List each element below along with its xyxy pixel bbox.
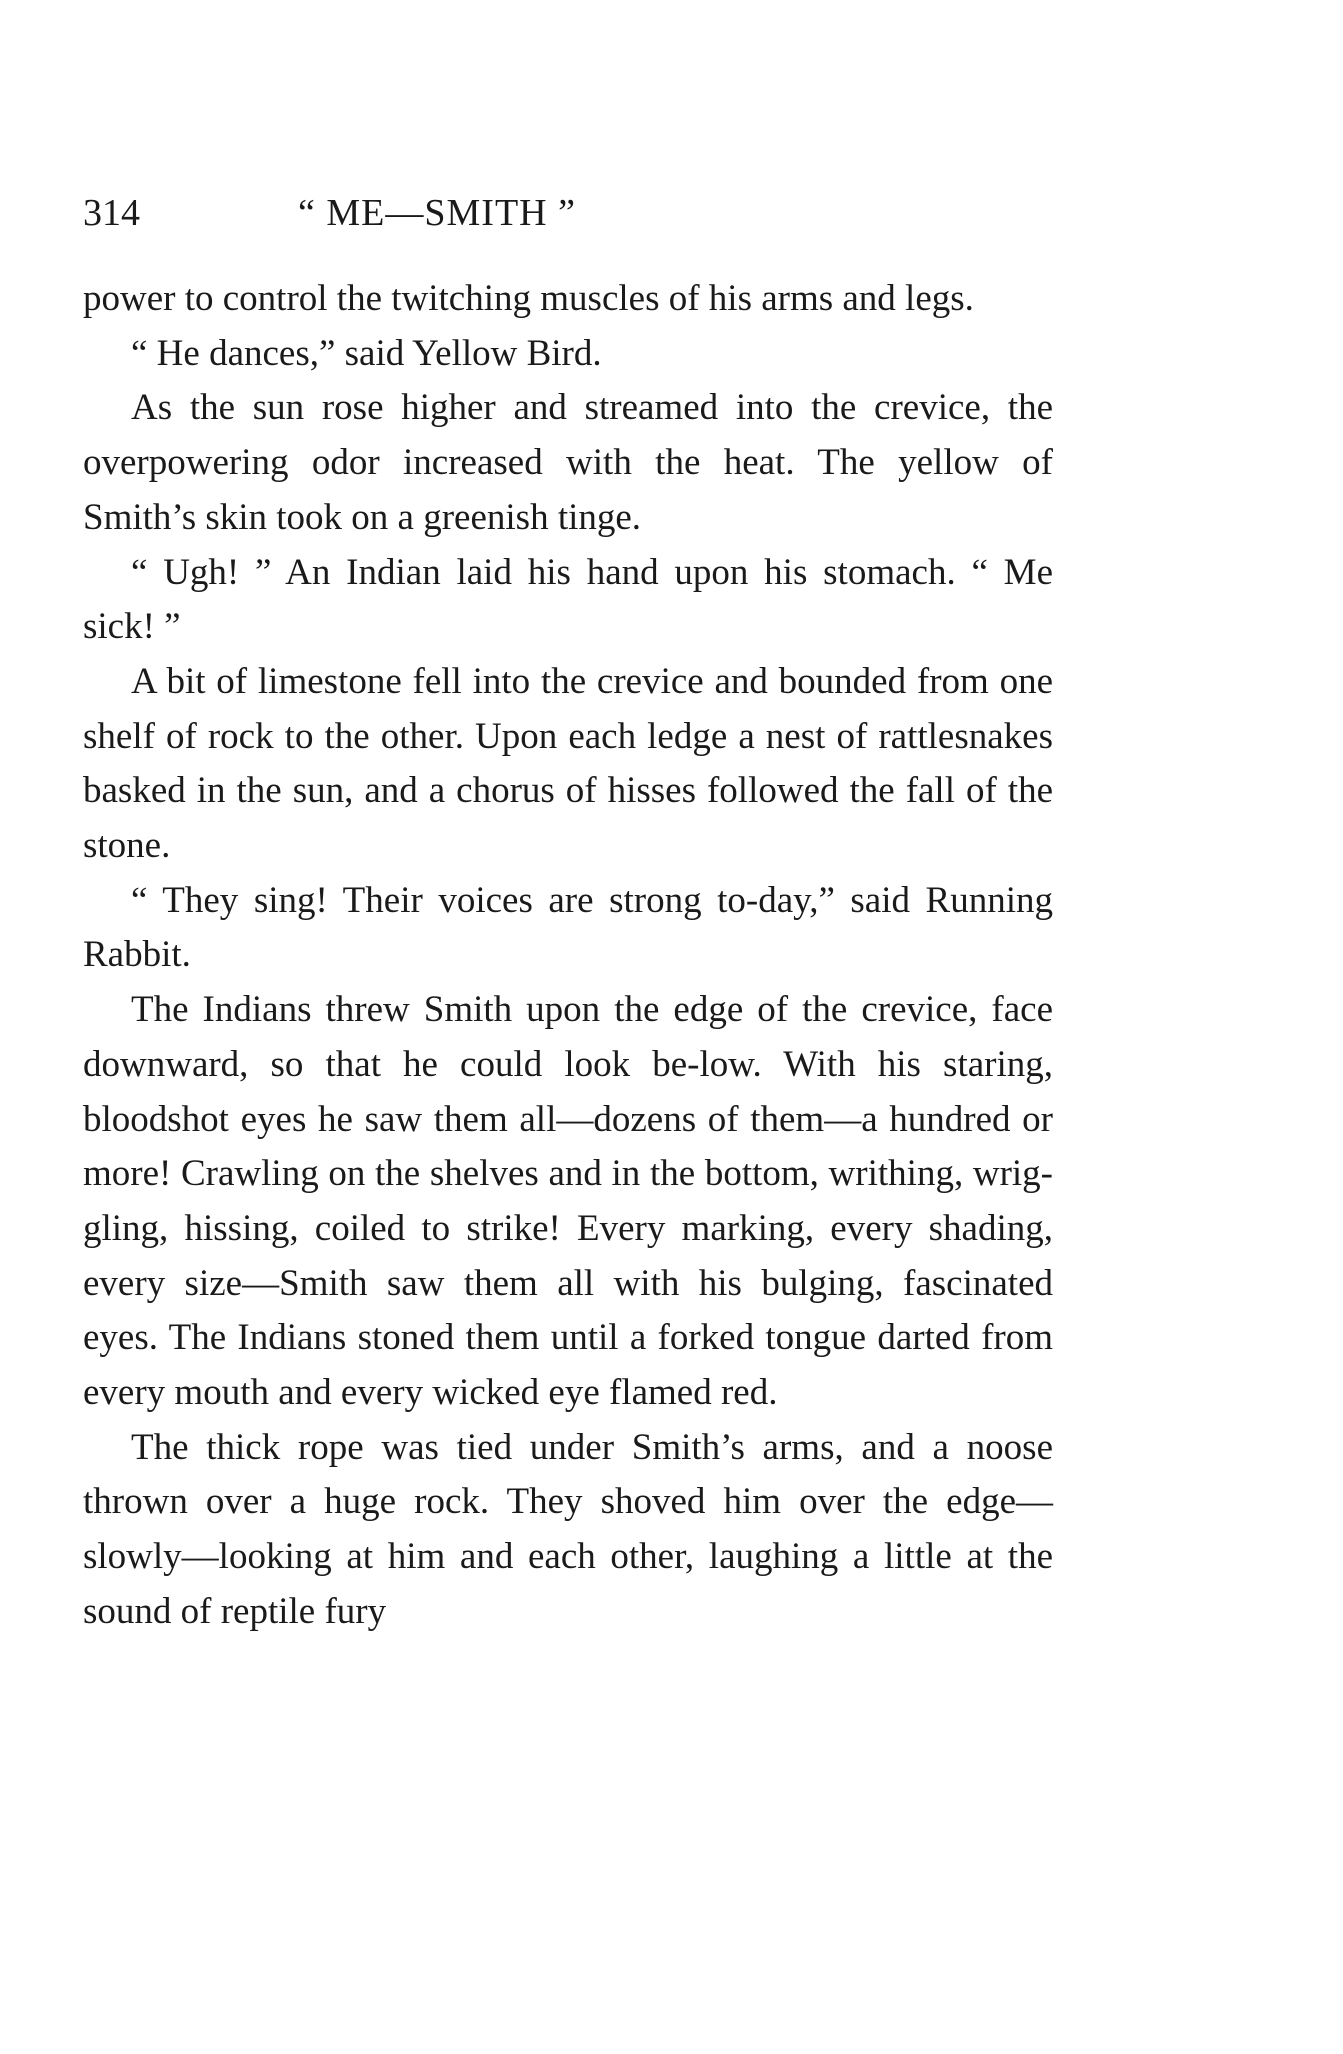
page-number: 314 <box>83 192 140 234</box>
paragraph: A bit of limestone fell into the crevice and bounded from one shelf of rock to the other. Upon each ledge a nest of rattlesnakes basked in the sun, and a chorus of hisses followed the fall of the stone. <box>83 660 1053 867</box>
paragraph: “ They sing! Their voices are strong to-day,” said Running Rabbit. <box>83 879 1053 976</box>
body-text <box>83 272 1053 1640</box>
paragraph: power to control the twitching muscles of his arms and legs. <box>83 278 974 319</box>
paragraph: “ Ugh! ” An Indian laid his hand upon his stomach. “ Me sick! ” <box>83 551 1053 648</box>
page-header <box>83 188 1053 238</box>
book-page <box>83 0 1053 2054</box>
paragraph: The Indians threw Smith upon the edge of the crevice, face downward, so that he could look be-low. With his staring, bloodshot eyes he saw them all—dozens of them—a hundred or more! Crawling on the shelves and in the bottom, writhing, wrig-gling, hissing, coiled to strike! Every marking, every shading, every size—Smith saw them all with his bulging, fascinated eyes. The Indians stoned them until a forked tongue darted from every mouth and every wicked eye flamed red. <box>83 989 1053 1414</box>
running-title: “ ME—SMITH ” <box>298 192 576 234</box>
paragraph: “ He dances,” said Yellow Bird. <box>131 332 602 374</box>
paragraph: The thick rope was tied under Smith’s arms, and a noose thrown over a huge rock. They shoved him over the edge—slowly—looking at him and each other, laughing a little at the sound of reptile fury <box>83 1426 1053 1632</box>
paragraph: As the sun rose higher and streamed into the crevice, the overpowering odor increased with the heat. The yellow of Smith’s skin took on a greenish tinge. <box>83 387 1053 538</box>
